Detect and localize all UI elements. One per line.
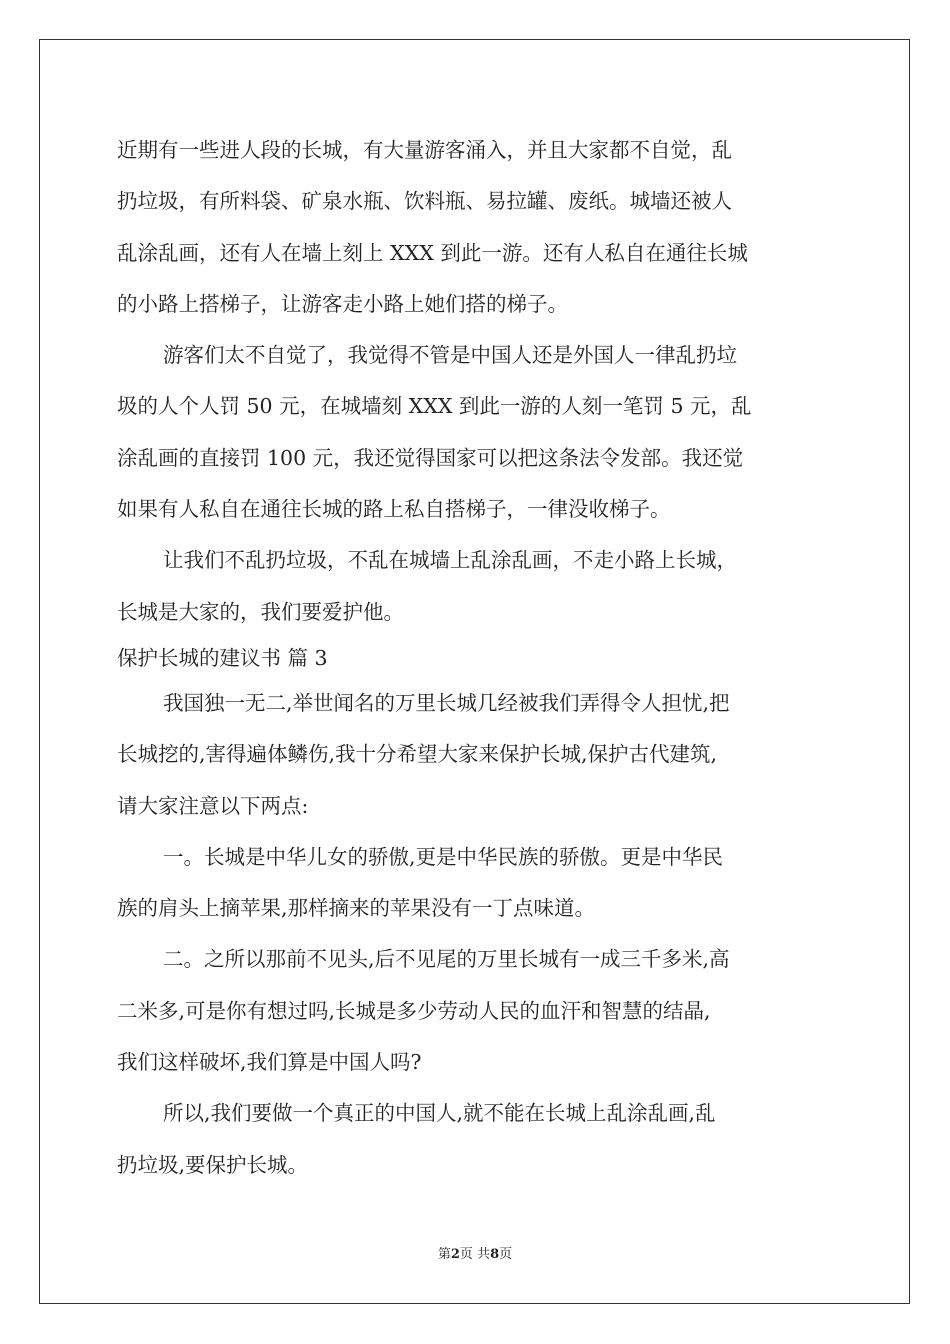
text-line: 扔垃圾,要保护长城。	[117, 1152, 309, 1177]
text-line: 长城是大家的，我们要爱护他。	[117, 599, 404, 624]
text-line: 二米多,可是你有想过吗,长城是多少劳动人民的血汗和智慧的结晶,	[117, 998, 711, 1023]
text-line: 一。长城是中华儿女的骄傲,更是中华民族的骄傲。更是中华民	[163, 844, 724, 869]
document-body	[117, 125, 837, 1191]
text-line: 让我们不乱扔垃圾，不乱在城墙上乱涂乱画，不走小路上长城，	[163, 548, 737, 573]
text-line: 我们这样破坏,我们算是中国人吗?	[117, 1050, 422, 1075]
text-line: 请大家注意以下两点:	[117, 793, 309, 818]
text-line: 二。之所以那前不见头,后不见尾的万里长城有一成三千多米,高	[163, 947, 730, 972]
footer-prefix: 第	[437, 1247, 451, 1262]
section-heading: 保护长城的建议书 篇 3	[117, 645, 328, 670]
text-line: 涂乱画的直接罚 100 元，我还觉得国家可以把这条法令发部。我还觉	[117, 445, 744, 470]
text-line: 游客们太不自觉了，我觉得不管是中国人还是外国人一律乱扔垃	[163, 343, 737, 368]
text-line: 近期有一些进人段的长城，有大量游客涌入，并且大家都不自觉，乱	[117, 138, 732, 162]
footer-suffix: 页	[499, 1247, 513, 1262]
text-line: 族的肩头上摘苹果,那样摘来的苹果没有一丁点味道。	[117, 896, 596, 921]
text-line: 的小路上搭梯子，让游客走小路上她们搭的梯子。	[117, 291, 568, 316]
total-page-number: 8	[490, 1247, 500, 1262]
footer-mid: 页 共	[459, 1247, 491, 1262]
text-line: 乱涂乱画，还有人在墙上刻上 XXX 到此一游。还有人私自在通往长城	[117, 240, 748, 265]
text-line: 扔垃圾，有所料袋、矿泉水瓶、饮料瓶、易拉罐、废纸。城墙还被人	[117, 189, 732, 214]
text-line: 如果有人私自在通往长城的路上私自搭梯子，一律没收梯子。	[117, 497, 671, 522]
text-line: 长城挖的,害得遍体鳞伤,我十分希望大家来保护长城,保护古代建筑,	[117, 742, 718, 767]
page-footer	[0, 1243, 950, 1262]
text-line: 我国独一无二,举世闻名的万里长城几经被我们弄得令人担忧,把	[163, 690, 730, 715]
text-line: 圾的人个人罚 50 元，在城墙刻 XXX 到此一游的人刻一笔罚 5 元，乱	[117, 394, 752, 419]
current-page-number: 2	[450, 1247, 460, 1262]
text-line: 所以,我们要做一个真正的中国人,就不能在长城上乱涂乱画,乱	[163, 1101, 716, 1126]
